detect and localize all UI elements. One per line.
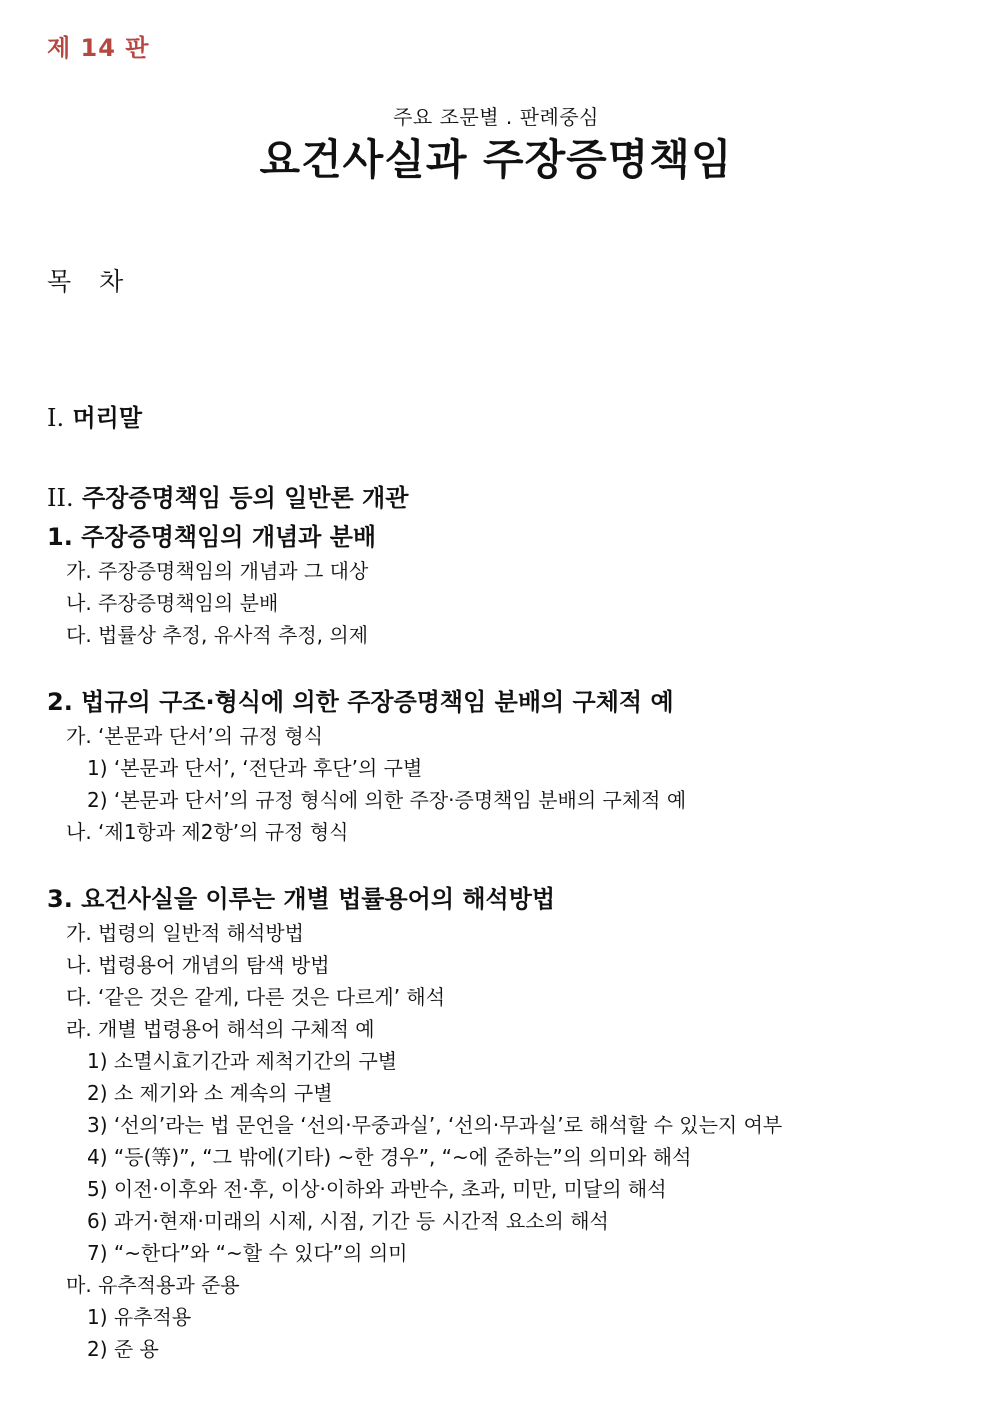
toc-subitem: 1) 소멸시효기간과 제척기간의 구별: [87, 1049, 398, 1073]
toc-item: 가. 주장증명책임의 개념과 그 대상: [66, 559, 369, 583]
toc-item: 가. 법령의 일반적 해석방법: [66, 921, 304, 945]
toc-subitem: 5) 이전·이후와 전·후, 이상·이하와 과반수, 초과, 미만, 미달의 해석: [87, 1177, 667, 1201]
toc-item: 나. 법령용어 개념의 탐색 방법: [66, 953, 330, 977]
chapter-title: 주장증명책임 등의 일반론 개관: [81, 484, 409, 512]
document-title: 요건사실과 주장증명책임: [259, 135, 733, 184]
toc-subitem: 2) 준 용: [87, 1337, 159, 1361]
toc-item: 가. ‘본문과 단서’의 규정 형식: [66, 724, 324, 748]
toc-heading: 목 차: [47, 267, 134, 296]
chapter-number: II.: [47, 484, 74, 512]
toc-section-3: 3. 요건사실을 이루는 개별 법률용어의 해석방법: [47, 885, 556, 913]
toc-section-1: 1. 주장증명책임의 개념과 분배: [47, 523, 377, 551]
toc-subitem: 3) ‘선의’라는 법 문언을 ‘선의·무중과실’, ‘선의·무과실’로 해석할 수 있는지 여부: [87, 1113, 783, 1137]
toc-subitem: 2) ‘본문과 단서’의 규정 형식에 의한 주장·증명책임 분배의 구체적 예: [87, 788, 687, 812]
toc-section-2: 2. 법규의 구조·형식에 의한 주장증명책임 분배의 구체적 예: [47, 688, 674, 716]
chapter-title: 머리말: [72, 404, 143, 432]
toc-subitem: 7) “~한다”와 “~할 수 있다”의 의미: [87, 1241, 408, 1265]
document-subtitle: 주요 조문별 . 판례중심: [393, 105, 599, 129]
toc-item: 다. ‘같은 것은 같게, 다른 것은 다르게’ 해석: [66, 985, 446, 1009]
chapter-number: I.: [47, 404, 65, 432]
toc-item: 나. ‘제1항과 제2항’의 규정 형식: [66, 820, 349, 844]
toc-subitem: 1) ‘본문과 단서’, ‘전단과 후단’의 구별: [87, 756, 423, 780]
edition-label: 제 14 판: [47, 34, 150, 62]
toc-chapter-1: [47, 398, 142, 433]
toc-subitem: 6) 과거·현재·미래의 시제, 시점, 기간 등 시간적 요소의 해석: [87, 1209, 609, 1233]
toc-item: 마. 유추적용과 준용: [66, 1273, 240, 1297]
toc-item: 라. 개별 법령용어 해석의 구체적 예: [66, 1017, 375, 1041]
toc-chapter-2: [47, 478, 408, 513]
toc-item: 나. 주장증명책임의 분배: [66, 591, 279, 615]
toc-item: 다. 법률상 추정, 유사적 추정, 의제: [66, 623, 369, 647]
toc-subitem: 4) “등(等)”, “그 밖에(기타) ~한 경우”, “~에 준하는”의 의미와 해석: [87, 1145, 692, 1169]
toc-subitem: 2) 소 제기와 소 계속의 구별: [87, 1081, 333, 1105]
toc-subitem: 1) 유추적용: [87, 1305, 192, 1329]
